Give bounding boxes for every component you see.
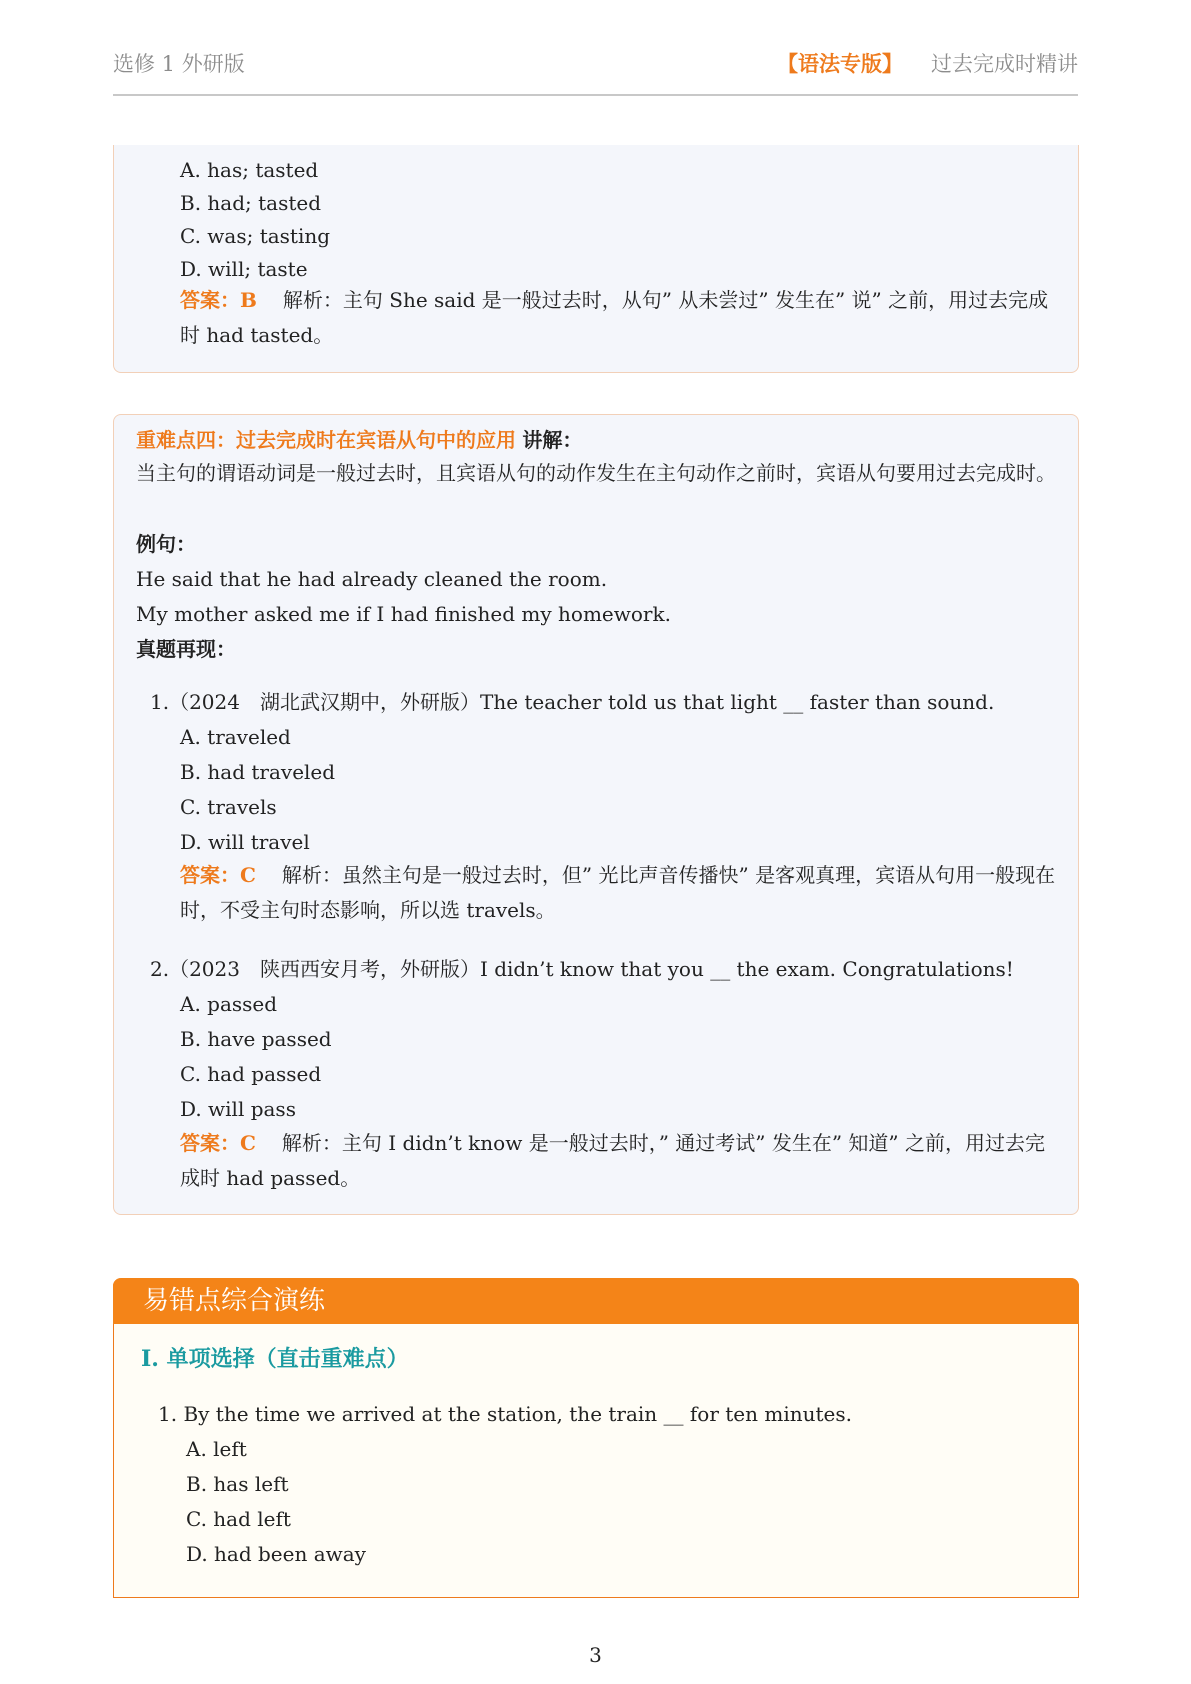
exam-label: 真题再现： [136, 637, 236, 661]
option-c: C. had passed [180, 1062, 322, 1086]
answer-text: 解析：主句 I didn’t know 是一般过去时，” 通过考试” 发生在” 知道” 之前，用过去完成时 had passed。 [180, 1131, 1046, 1190]
answer-explanation [180, 283, 1060, 353]
example-sentence: He said that he had already cleaned the room. [136, 567, 608, 591]
option-b: B. had traveled [180, 760, 336, 784]
option-b: B. has left [186, 1472, 289, 1496]
option-a: A. has; tasted [180, 158, 319, 182]
answer-text: 解析：主句 She said 是一般过去时，从句” 从未尝过” 发生在” 说” 之前，用过去完成时 had tasted。 [180, 288, 1049, 347]
practice-subheading: I. 单项选择（直击重难点） [141, 1346, 409, 1372]
answer-explanation [180, 1126, 1060, 1196]
option-d: D. will pass [180, 1097, 296, 1121]
answer-label: 答案：C [180, 863, 256, 887]
header-right [777, 48, 1078, 78]
example-sentence: My mother asked me if I had finished my homework. [136, 602, 671, 626]
header-tag: 【语法专版】 [777, 51, 903, 76]
key-point-title-line [136, 426, 582, 454]
option-b: B. have passed [180, 1027, 332, 1051]
answer-explanation [180, 858, 1060, 928]
header-topic: 过去完成时精讲 [931, 52, 1078, 76]
option-b: B. had; tasted [180, 191, 322, 215]
practice-section-heading: 易错点综合演练 [113, 1278, 1079, 1324]
option-a: A. left [186, 1437, 247, 1461]
answer-text: 解析：虽然主句是一般过去时，但” 光比声音传播快” 是客观真理，宾语从句用一般现在时，不受主句时态影响，所以选 travels。 [180, 863, 1056, 922]
question-stem: 1. By the time we arrived at the station, the train __ for ten minutes. [158, 1402, 852, 1426]
option-a: A. passed [180, 992, 278, 1016]
question-stem: 2.（2023 陕西西安月考，外研版）I didn’t know that you __ the exam. Congratulations! [150, 957, 1014, 981]
question-stem: 1.（2024 湖北武汉期中，外研版）The teacher told us that light __ faster than sound. [150, 690, 995, 714]
page-header [113, 44, 1078, 96]
explain-text: 当主句的谓语动词是一般过去时，且宾语从句的动作发生在主句动作之前时，宾语从句要用过去完成时。 [136, 461, 1056, 485]
option-c: C. travels [180, 795, 277, 819]
key-point-title: 重难点四：过去完成时在宾语从句中的应用 [136, 428, 516, 452]
answer-label: 答案：C [180, 1131, 256, 1155]
answer-label: 答案：B [180, 288, 257, 312]
option-c: C. was; tasting [180, 224, 331, 248]
option-c: C. had left [186, 1507, 291, 1531]
option-a: A. traveled [180, 725, 291, 749]
option-d: D. had been away [186, 1542, 366, 1566]
option-d: D. will travel [180, 830, 310, 854]
explain-label: 讲解： [522, 428, 583, 452]
option-d: D. will; taste [180, 257, 308, 281]
page-number: 3 [589, 1643, 602, 1667]
header-book-title: 选修 1 外研版 [113, 52, 245, 76]
example-label: 例句： [136, 532, 196, 556]
